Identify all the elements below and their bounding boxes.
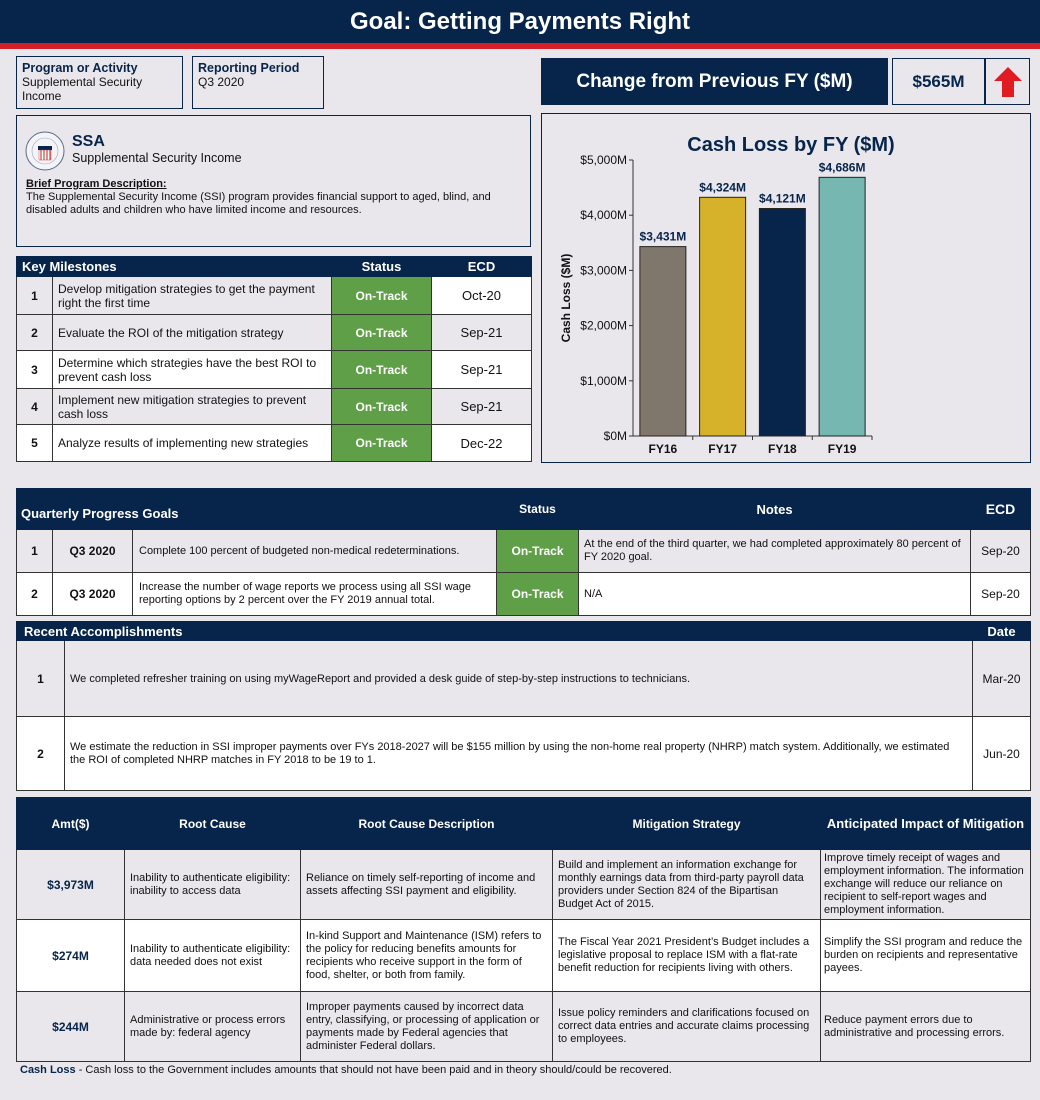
- goal-notes: N/A: [579, 573, 971, 616]
- table-row: [17, 920, 1031, 992]
- x-tick-label: FY18: [768, 442, 797, 456]
- y-tick-label: $2,000M: [580, 318, 627, 333]
- root-cause-text: Inability to authenticate eligibility: data needed does not exist: [125, 920, 301, 992]
- period-label: Reporting Period: [198, 61, 300, 75]
- status-badge: On-Track: [332, 351, 432, 389]
- status-badge: On-Track: [332, 425, 432, 462]
- quarterly-ecd-header: ECD: [971, 489, 1031, 530]
- program-info-box: [16, 115, 531, 247]
- root-cause-header: Root Cause: [125, 798, 301, 850]
- accomplishment-number: 2: [17, 717, 65, 791]
- mitigation-strategy-header: Mitigation Strategy: [553, 798, 821, 850]
- anticipated-impact: Improve timely receipt of wages and employment information. The information exchange will reduce our reliance on recipient to self-report wages and employment information.: [821, 850, 1031, 920]
- accomplishment-number: 1: [17, 641, 65, 717]
- milestone-text: Implement new mitigation strategies to prevent cash loss: [53, 389, 332, 425]
- agency-program: Supplemental Security Income: [72, 151, 242, 165]
- bar: [700, 197, 746, 436]
- root-cause-description: Improper payments caused by incorrect data entry, classifying, or processing of application or payments made by Federal agencies that administer Federal dollars.: [301, 992, 553, 1062]
- goal-notes: At the end of the third quarter, we had completed approximately 80 percent of FY 2020 goal.: [579, 530, 971, 573]
- change-title: Change from Previous FY ($M): [541, 58, 888, 105]
- root-cause-description: In-kind Support and Maintenance (ISM) refers to the policy for reducing benefits amounts for recipients who receive support in the form of food, shelter, or both from family.: [301, 920, 553, 992]
- accomplishment-text: We estimate the reduction in SSI improper payments over FYs 2018-2027 will be $155 million by using the non-home real property (NHRP) match system. Additionally, we estimated the ROI of completed NHRP matches in FY 2018 to be 19 to 1.: [65, 717, 973, 791]
- milestone-number: 4: [17, 389, 53, 425]
- quarterly-header: Quarterly Progress Goals: [17, 489, 497, 530]
- y-tick-label: $5,000M: [580, 153, 627, 167]
- footnote-term: Cash Loss: [20, 1064, 76, 1076]
- accomplishments-date-header: Date: [973, 622, 1031, 641]
- mitigation-strategy: Issue policy reminders and clarifications focused on correct data entries and accurate claims processing to employees.: [553, 992, 821, 1062]
- period-box: [192, 56, 324, 109]
- bar-value-label: $4,121M: [759, 191, 806, 206]
- cash-loss-chart: [541, 113, 1031, 463]
- root-cause-description-header: Root Cause Description: [301, 798, 553, 850]
- x-tick-label: FY17: [708, 442, 737, 456]
- agency-name: SSA: [72, 133, 105, 150]
- accomplishments-header: Recent Accomplishments: [17, 622, 973, 641]
- milestone-ecd: Sep-21: [432, 315, 532, 351]
- period-value: Q3 2020: [198, 75, 245, 89]
- y-tick-label: $1,000M: [580, 373, 627, 388]
- milestone-ecd: Dec-22: [432, 425, 532, 462]
- table-row: [17, 389, 532, 425]
- bar: [759, 209, 805, 436]
- milestones-table: [16, 256, 532, 462]
- mitigation-strategy: Build and implement an information exchange for monthly earnings data from third-party payroll data providers under Section 824 of the Bipartisan Budget Act of 2015.: [553, 850, 821, 920]
- x-tick-label: FY19: [827, 442, 857, 456]
- up-arrow-icon: [985, 58, 1030, 105]
- milestone-number: 5: [17, 425, 53, 462]
- table-row: [17, 717, 1031, 791]
- root-cause-table: [16, 797, 1031, 1062]
- change-value: $565M: [892, 58, 985, 105]
- y-tick-label: $0M: [603, 429, 627, 443]
- footnote: [20, 1064, 672, 1076]
- goal-number: 1: [17, 530, 53, 573]
- milestones-ecd-header: ECD: [432, 257, 532, 277]
- root-cause-amount: $244M: [17, 992, 125, 1062]
- root-cause-amount: $274M: [17, 920, 125, 992]
- root-cause-amount: $3,973M: [17, 850, 125, 920]
- bar: [819, 177, 865, 436]
- milestone-number: 2: [17, 315, 53, 351]
- quarterly-status-header: Status: [497, 489, 579, 530]
- root-cause-text: Inability to authenticate eligibility: inability to access data: [125, 850, 301, 920]
- anticipated-impact: Reduce payment errors due to administrative and processing errors.: [821, 992, 1031, 1062]
- brief-label: Brief Program Description:: [26, 178, 167, 190]
- milestone-ecd: Sep-21: [432, 351, 532, 389]
- status-badge: On-Track: [497, 530, 579, 573]
- x-tick-label: FY16: [648, 442, 678, 456]
- ssa-seal-icon: [25, 131, 65, 171]
- bar-value-label: $4,324M: [699, 180, 746, 195]
- status-badge: On-Track: [332, 277, 432, 315]
- table-row: [17, 315, 532, 351]
- milestones-header: Key Milestones: [17, 257, 332, 277]
- milestone-text: Evaluate the ROI of the mitigation strategy: [53, 315, 332, 351]
- y-axis-label: Cash Loss ($M): [559, 253, 573, 343]
- mitigation-strategy: The Fiscal Year 2021 President’s Budget includes a legislative proposal to replace ISM with a flat-rate benefit reduction for recipients living with others.: [553, 920, 821, 992]
- goal-ecd: Sep-20: [971, 530, 1031, 573]
- anticipated-impact-header: Anticipated Impact of Mitigation: [821, 798, 1031, 850]
- table-row: [17, 850, 1031, 920]
- goal-ecd: Sep-20: [971, 573, 1031, 616]
- goal-quarter: Q3 2020: [53, 530, 133, 573]
- milestone-number: 3: [17, 351, 53, 389]
- table-row: [17, 641, 1031, 717]
- bar: [640, 247, 686, 436]
- accomplishment-date: Mar-20: [973, 641, 1031, 717]
- table-row: [17, 277, 532, 315]
- milestone-text: Develop mitigation strategies to get the payment right the first time: [53, 277, 332, 315]
- quarterly-notes-header: Notes: [579, 489, 971, 530]
- table-row: [17, 530, 1031, 573]
- accomplishments-table: [16, 621, 1031, 791]
- y-tick-label: $3,000M: [580, 263, 627, 278]
- milestone-text: Determine which strategies have the best ROI to prevent cash loss: [53, 351, 332, 389]
- y-tick-label: $4,000M: [580, 208, 627, 223]
- goal-text: Increase the number of wage reports we process using all SSI wage reporting options by 2 percent over the FY 2019 annual total.: [133, 573, 497, 616]
- chart-title: Cash Loss by FY ($M): [687, 134, 895, 156]
- footnote-text: - Cash loss to the Government includes amounts that should not have been paid and in theory should/could be recovered.: [75, 1064, 672, 1076]
- program-value: Supplemental Security Income: [22, 75, 143, 103]
- table-row: [17, 992, 1031, 1062]
- goal-text: Complete 100 percent of budgeted non-medical redeterminations.: [133, 530, 497, 573]
- table-row: [17, 351, 532, 389]
- cash-loss-chart-svg: [542, 114, 1030, 462]
- bar-value-label: $3,431M: [639, 229, 687, 244]
- program-label: Program or Activity: [22, 61, 138, 75]
- brief-text: The Supplemental Security Income (SSI) program provides financial support to aged, blind, and disabled adults and children who have limited income and resources.: [26, 191, 491, 216]
- root-cause-text: Administrative or process errors made by: federal agency: [125, 992, 301, 1062]
- milestones-status-header: Status: [332, 257, 432, 277]
- accomplishment-text: We completed refresher training on using myWageReport and provided a desk guide of step-by-step instructions to technicians.: [65, 641, 973, 717]
- milestone-ecd: Sep-21: [432, 389, 532, 425]
- status-badge: On-Track: [497, 573, 579, 616]
- table-row: [17, 573, 1031, 616]
- status-badge: On-Track: [332, 315, 432, 351]
- bar-value-label: $4,686M: [818, 160, 866, 175]
- page-title: Goal: Getting Payments Right: [0, 0, 1040, 49]
- root-cause-description: Reliance on timely self-reporting of income and assets affecting SSI payment and eligibility.: [301, 850, 553, 920]
- status-badge: On-Track: [332, 389, 432, 425]
- milestone-ecd: Oct-20: [432, 277, 532, 315]
- milestone-number: 1: [17, 277, 53, 315]
- amount-header: Amt($): [17, 798, 125, 850]
- program-box: [16, 56, 183, 109]
- goal-quarter: Q3 2020: [53, 573, 133, 616]
- anticipated-impact: Simplify the SSI program and reduce the burden on recipients and representative payees.: [821, 920, 1031, 992]
- milestone-text: Analyze results of implementing new strategies: [53, 425, 332, 462]
- goal-number: 2: [17, 573, 53, 616]
- accomplishment-date: Jun-20: [973, 717, 1031, 791]
- table-row: [17, 425, 532, 462]
- quarterly-table: [16, 488, 1031, 616]
